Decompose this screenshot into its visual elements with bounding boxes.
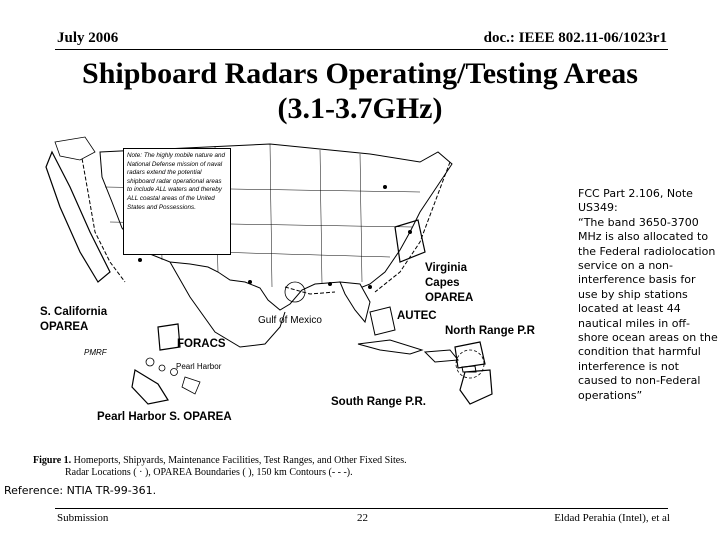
label-autec: AUTEC [397,310,437,322]
title-line-2: (3.1-3.7GHz) [277,92,443,125]
caption-line-2: Radar Locations ( · ), OPAREA Boundaries ( ), 150 km Contours (- - -). [65,467,353,478]
pr-contour-circle [456,350,484,378]
label-north-range: North Range P.R [445,325,535,337]
cuba-outline [358,340,422,354]
footer-page-number: 22 [357,512,368,524]
label-s-california [40,305,107,335]
footer-author: Eldad Perahia (Intel), et al [554,512,670,524]
header-rule [55,49,668,50]
autec-oparea [370,307,395,335]
fcc-note: FCC Part 2.106, Note US349: “The band 3650-3700 MHz is also allocated to the Federal radiolocation service on a non-interference basis for use by ship stations located at least 44 nautical miles in off-shore ocean areas on the condition that harmful interference is not caused to non-Federal operations” [578,187,718,402]
map-note [123,148,231,255]
label-virginia-capes [425,261,473,306]
radar-areas-map [40,132,580,432]
label-gulf-of-mexico: Gulf of Mexico [258,315,322,326]
alaska-inset [55,137,95,160]
pearl-harbor-oparea [132,370,168,404]
reference: Reference: NTIA TR-99-361. [4,484,157,497]
header-doc-id: doc.: IEEE 802.11-06/1023r1 [483,30,667,46]
label-foracs: FORACS [177,338,226,350]
label-pearl-harbor: Pearl Harbor [176,362,222,371]
label-s-california-line2: OPAREA [40,321,89,333]
caption-label: Figure 1. [33,455,72,466]
label-s-california-line1: S. California [40,306,108,318]
figure-caption [33,455,407,479]
label-pearl-harbor-oparea: Pearl Harbor S. OPAREA [97,411,232,423]
label-virginia-capes-line1: Virginia [425,262,467,274]
caption-line-1 [33,455,407,467]
note-label: Note: [127,152,143,159]
label-pmrf: PMRF [84,348,107,357]
footer-submission: Submission [57,512,109,524]
south-range-oparea [460,370,492,404]
label-virginia-capes-line3: OPAREA [425,292,474,304]
label-south-range: South Range P.R. [331,396,426,408]
header-date: July 2006 [57,30,119,46]
florida-outline [340,282,370,322]
slide-title [0,56,720,126]
label-virginia-capes-line2: Capes [425,277,460,289]
footer-rule [55,508,668,509]
s-california-oparea [46,152,110,282]
caption-line-1-text: Homeports, Shipyards, Maintenance Facilities, Test Ranges, and Other Fixed Sites. [73,455,407,466]
title-line-1: Shipboard Radars Operating/Testing Areas [82,57,638,90]
hispaniola-outline [425,350,458,362]
note-text: The highly mobile nature and National Defense mission of naval radars extend the potential shipboard radar operational areas to include ALL waters and thereby ALL coastal areas of the United States and Possessions. [127,152,226,211]
